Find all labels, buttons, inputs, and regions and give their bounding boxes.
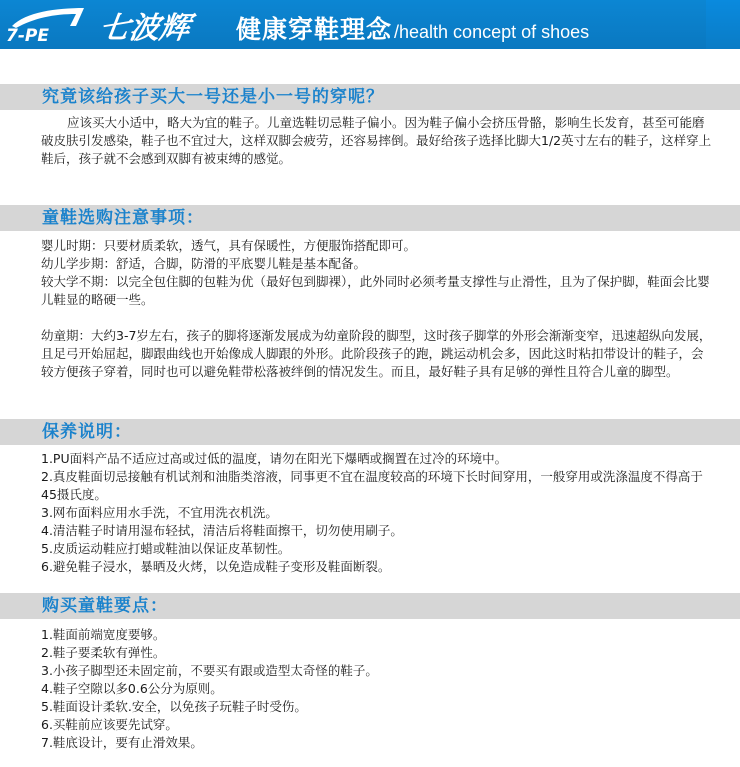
tagline-en: /health concept of shoes xyxy=(394,22,590,42)
section-heading-bar xyxy=(0,84,740,110)
header-accent-panel xyxy=(706,0,740,49)
list-item: 5.皮质运动鞋应打蜡或鞋油以保证皮革韧性。 xyxy=(41,541,291,556)
list-item: 6.买鞋前应该要先试穿。 xyxy=(41,717,178,732)
list-item: 4.清洁鞋子时请用湿布轻拭，清洁后将鞋面擦干，切勿使用刷子。 xyxy=(41,523,403,538)
brand-logo xyxy=(6,6,190,44)
list-item: 5.鞋面设计柔软.安全，以免孩子玩鞋子时受伤。 xyxy=(41,699,307,714)
list-item: 1.鞋面前端宽度要够。 xyxy=(41,627,166,642)
list-item: 婴儿时期：只要材质柔软，透气，具有保暖性，方便服饰搭配即可。 xyxy=(41,238,417,253)
buying-notes-list xyxy=(41,237,713,309)
toddler-stage-paragraph xyxy=(41,327,713,381)
section-title-buying-notes: 童鞋选购注意事项： xyxy=(42,208,204,228)
section-heading-bar xyxy=(0,419,740,445)
list-item: 较大学不期：以完全包住脚的包鞋为优（最好包到脚裸），此外同时必须考量支撑性与止滑性，且为了保护脚，鞋面会比婴儿鞋显的略硬一些。 xyxy=(41,274,710,307)
header-tagline xyxy=(236,10,589,46)
section-heading-bar xyxy=(0,205,740,231)
care-instructions-list xyxy=(41,450,713,576)
list-item: 3.网布面料应用水手洗，不宜用洗衣机洗。 xyxy=(41,505,278,520)
svg-text:7-PE: 7-PE xyxy=(6,26,49,44)
section-title-care-instructions: 保养说明： xyxy=(42,422,132,442)
section-title-size-question: 究竟该给孩子买大一号还是小一号的穿呢？ xyxy=(42,87,384,107)
list-item: 1.PU面料产品不适应过高或过低的温度，请勿在阳光下爆晒或搁置在过冷的环境中。 xyxy=(41,451,508,466)
list-item: 7.鞋底设计，要有止滑效果。 xyxy=(41,735,203,750)
list-item: 3.小孩子脚型还未固定前，不要买有跟或造型太奇怪的鞋子。 xyxy=(41,663,378,678)
tagline-cn: 健康穿鞋理念 xyxy=(236,15,393,44)
paragraph-text: 应该买大小适中，略大为宜的鞋子。儿童选鞋切忌鞋子偏小。因为鞋子偏小会挤压骨骼，影响生长发育，甚至可能磨破皮肤引发感染，鞋子也不宜过大，这样双脚会疲劳，还容易摔倒。最好给孩子选择比脚大1/2英寸左右的鞋子，这样穿上鞋后，孩子就不会感到双脚有被束缚的感觉。 xyxy=(41,115,712,166)
list-item: 2.鞋子要柔软有弹性。 xyxy=(41,645,166,660)
paragraph-text: 幼童期：大约3-7岁左右，孩子的脚将逐渐发展成为幼童阶段的脚型，这时孩子脚掌的外形会渐渐变窄，迅速超纵向发展，且足弓开始屈起，脚跟曲线也开始像成人脚跟的外形。此阶段孩子的跑，跳运动机会多，因此这时粘扣带设计的鞋子，会较方便孩子穿着，同时也可以避免鞋带松落被绊倒的情况发生。而且，最好鞋子具有足够的弹性且符合儿童的脚型。 xyxy=(41,328,712,379)
brand-name-cn: 七波辉 xyxy=(97,11,192,46)
list-item: 幼儿学步期：舒适，合脚，防滑的平底婴儿鞋是基本配备。 xyxy=(41,256,367,271)
list-item: 2.真皮鞋面切忌接触有机试剂和油脂类溶液，同事更不宜在温度较高的环境下长时间穿用，一般穿用或洗涤温度不得高于45摄氏度。 xyxy=(41,469,703,502)
list-item: 6.避免鞋子浸水，暴晒及火烤，以免造成鞋子变形及鞋面断裂。 xyxy=(41,559,391,574)
list-item: 4.鞋子空隙以多0.6公分为原则。 xyxy=(41,681,223,696)
size-advice-paragraph xyxy=(41,114,713,168)
buying-tips-list xyxy=(41,626,713,752)
page-header xyxy=(0,0,740,49)
section-title-buying-tips: 购买童鞋要点： xyxy=(42,596,168,616)
section-heading-bar xyxy=(0,593,740,619)
brand-swoosh-icon xyxy=(6,6,102,44)
